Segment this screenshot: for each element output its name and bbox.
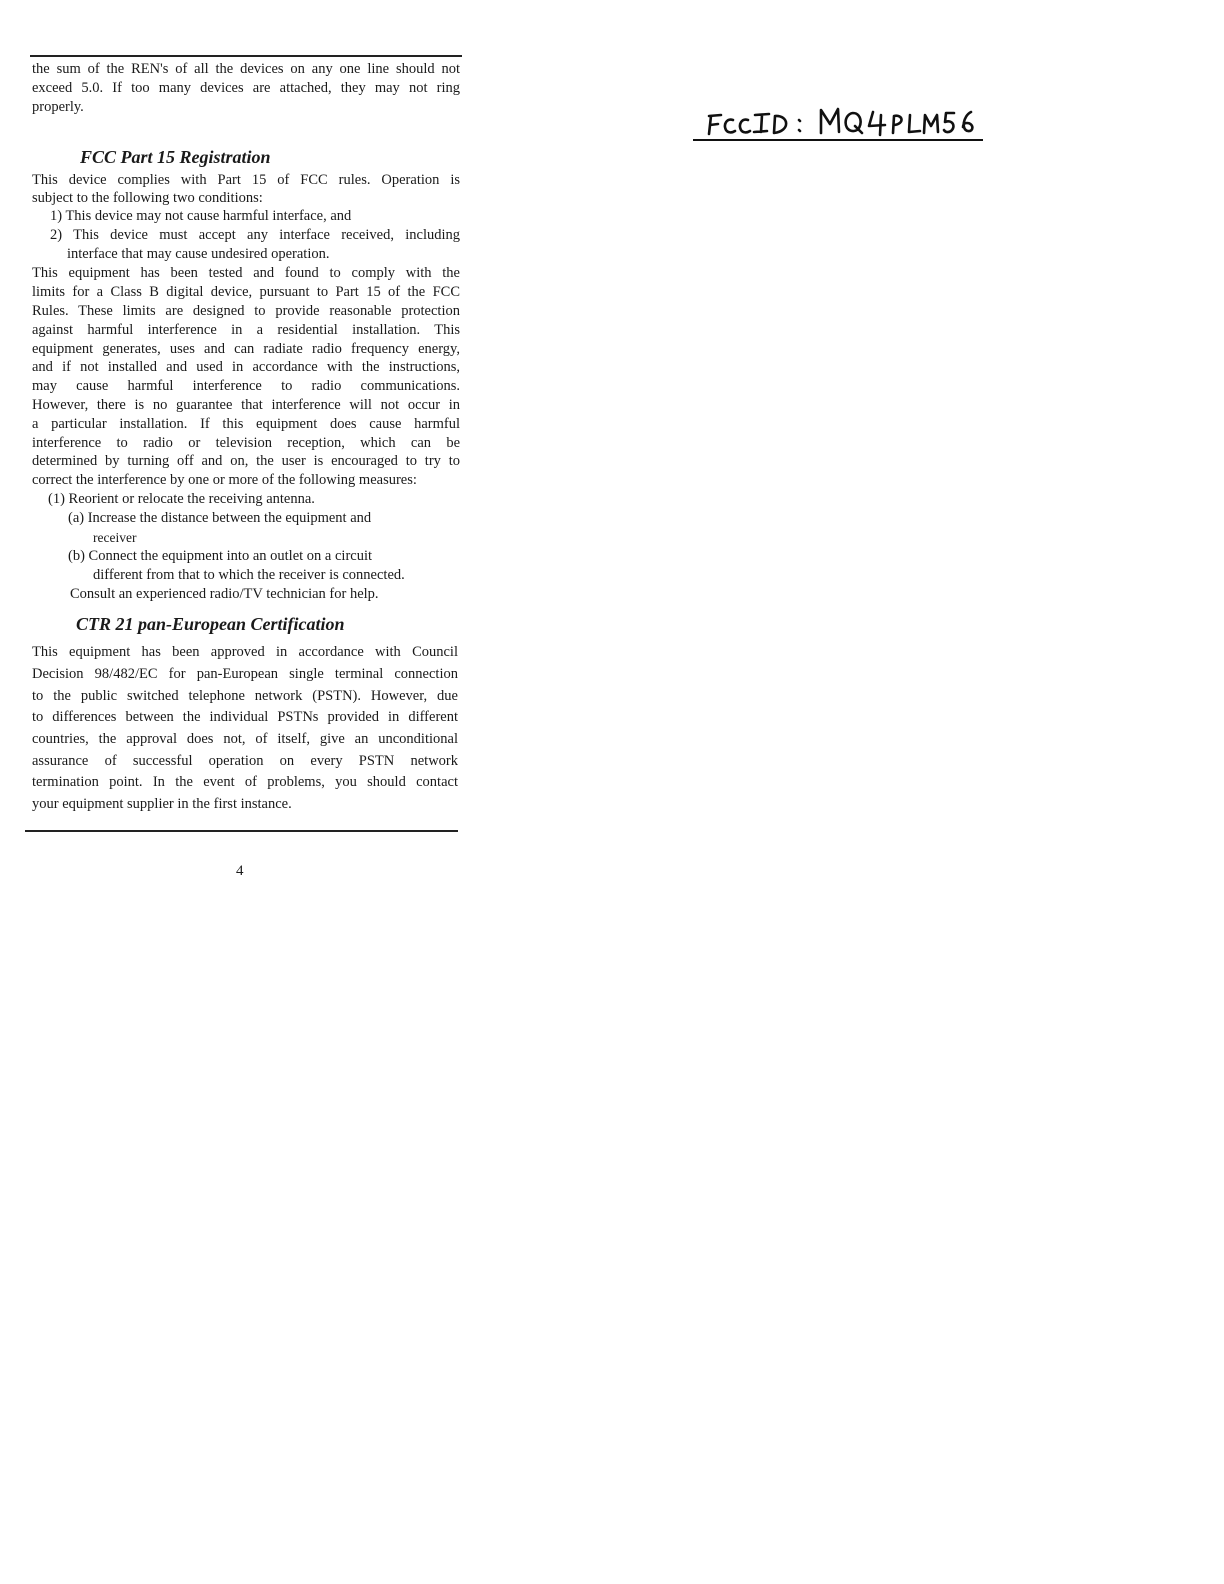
fcc-paragraph-line: subject to the following two conditions: xyxy=(32,190,263,206)
compliance-line: This equipment has been tested and found to comply with the xyxy=(32,265,460,281)
compliance-line: may cause harmful interference to radio communications. xyxy=(32,378,460,394)
fcc-section-heading: FCC Part 15 Registration xyxy=(80,147,271,167)
condition-item: 1) This device may not cause harmful interface, and xyxy=(50,208,352,224)
compliance-line: determined by turning off and on, the user is encouraged to try to xyxy=(32,453,460,469)
ctr-paragraph-line: to differences between the individual PSTNs provided in different xyxy=(32,709,458,725)
measure-item: different from that to which the receiver is connected. xyxy=(93,567,405,583)
ctr-paragraph-line: to the public switched telephone network (PSTN). However, due xyxy=(32,688,458,704)
compliance-line: interference to radio or television reception, which can be xyxy=(32,435,460,451)
handwritten-fcc-id xyxy=(703,100,983,144)
fcc-id-underline xyxy=(693,139,983,141)
intro-line: the sum of the REN's of all the devices on any one line should not xyxy=(32,61,460,77)
bottom-divider xyxy=(25,830,458,832)
ctr-paragraph-line: Decision 98/482/EC for pan-European single terminal connection xyxy=(32,666,458,682)
compliance-line: equipment generates, uses and can radiate radio frequency energy, xyxy=(32,341,460,357)
compliance-line: However, there is no guarantee that interference will not occur in xyxy=(32,397,460,413)
measure-item: Consult an experienced radio/TV technician for help. xyxy=(70,586,379,602)
condition-item: 2) This device must accept any interface received, including xyxy=(50,227,460,243)
ctr-section-heading: CTR 21 pan-European Certification xyxy=(76,614,345,634)
compliance-line: a particular installation. If this equipment does cause harmful xyxy=(32,416,460,432)
fcc-paragraph-line: This device complies with Part 15 of FCC rules. Operation is xyxy=(32,172,460,188)
ctr-paragraph-line: termination point. In the event of problems, you should contact xyxy=(32,774,458,790)
ctr-paragraph-line: your equipment supplier in the first instance. xyxy=(32,796,292,812)
top-divider xyxy=(30,55,462,57)
compliance-line: Rules. These limits are designed to provide reasonable protection xyxy=(32,303,460,319)
compliance-line: limits for a Class B digital device, pursuant to Part 15 of the FCC xyxy=(32,284,460,300)
measure-item: (a) Increase the distance between the equipment and xyxy=(68,510,372,526)
compliance-line: correct the interference by one or more of the following measures: xyxy=(32,472,417,488)
measure-item: (b) Connect the equipment into an outlet on a circuit xyxy=(68,548,373,564)
compliance-line: and if not installed and used in accordance with the instructions, xyxy=(32,359,460,375)
page-number: 4 xyxy=(236,863,244,879)
compliance-line: against harmful interference in a residential installation. This xyxy=(32,322,460,338)
intro-line: exceed 5.0. If too many devices are attached, they may not ring xyxy=(32,80,460,96)
intro-line: properly. xyxy=(32,99,84,115)
ctr-paragraph-line: This equipment has been approved in accordance with Council xyxy=(32,644,458,660)
measure-item: receiver xyxy=(93,530,137,545)
ctr-paragraph-line: countries, the approval does not, of itself, give an unconditional xyxy=(32,731,458,747)
condition-item: interface that may cause undesired operation. xyxy=(67,246,330,262)
ctr-paragraph-line: assurance of successful operation on every PSTN network xyxy=(32,753,458,769)
measure-item: (1) Reorient or relocate the receiving antenna. xyxy=(48,491,315,507)
